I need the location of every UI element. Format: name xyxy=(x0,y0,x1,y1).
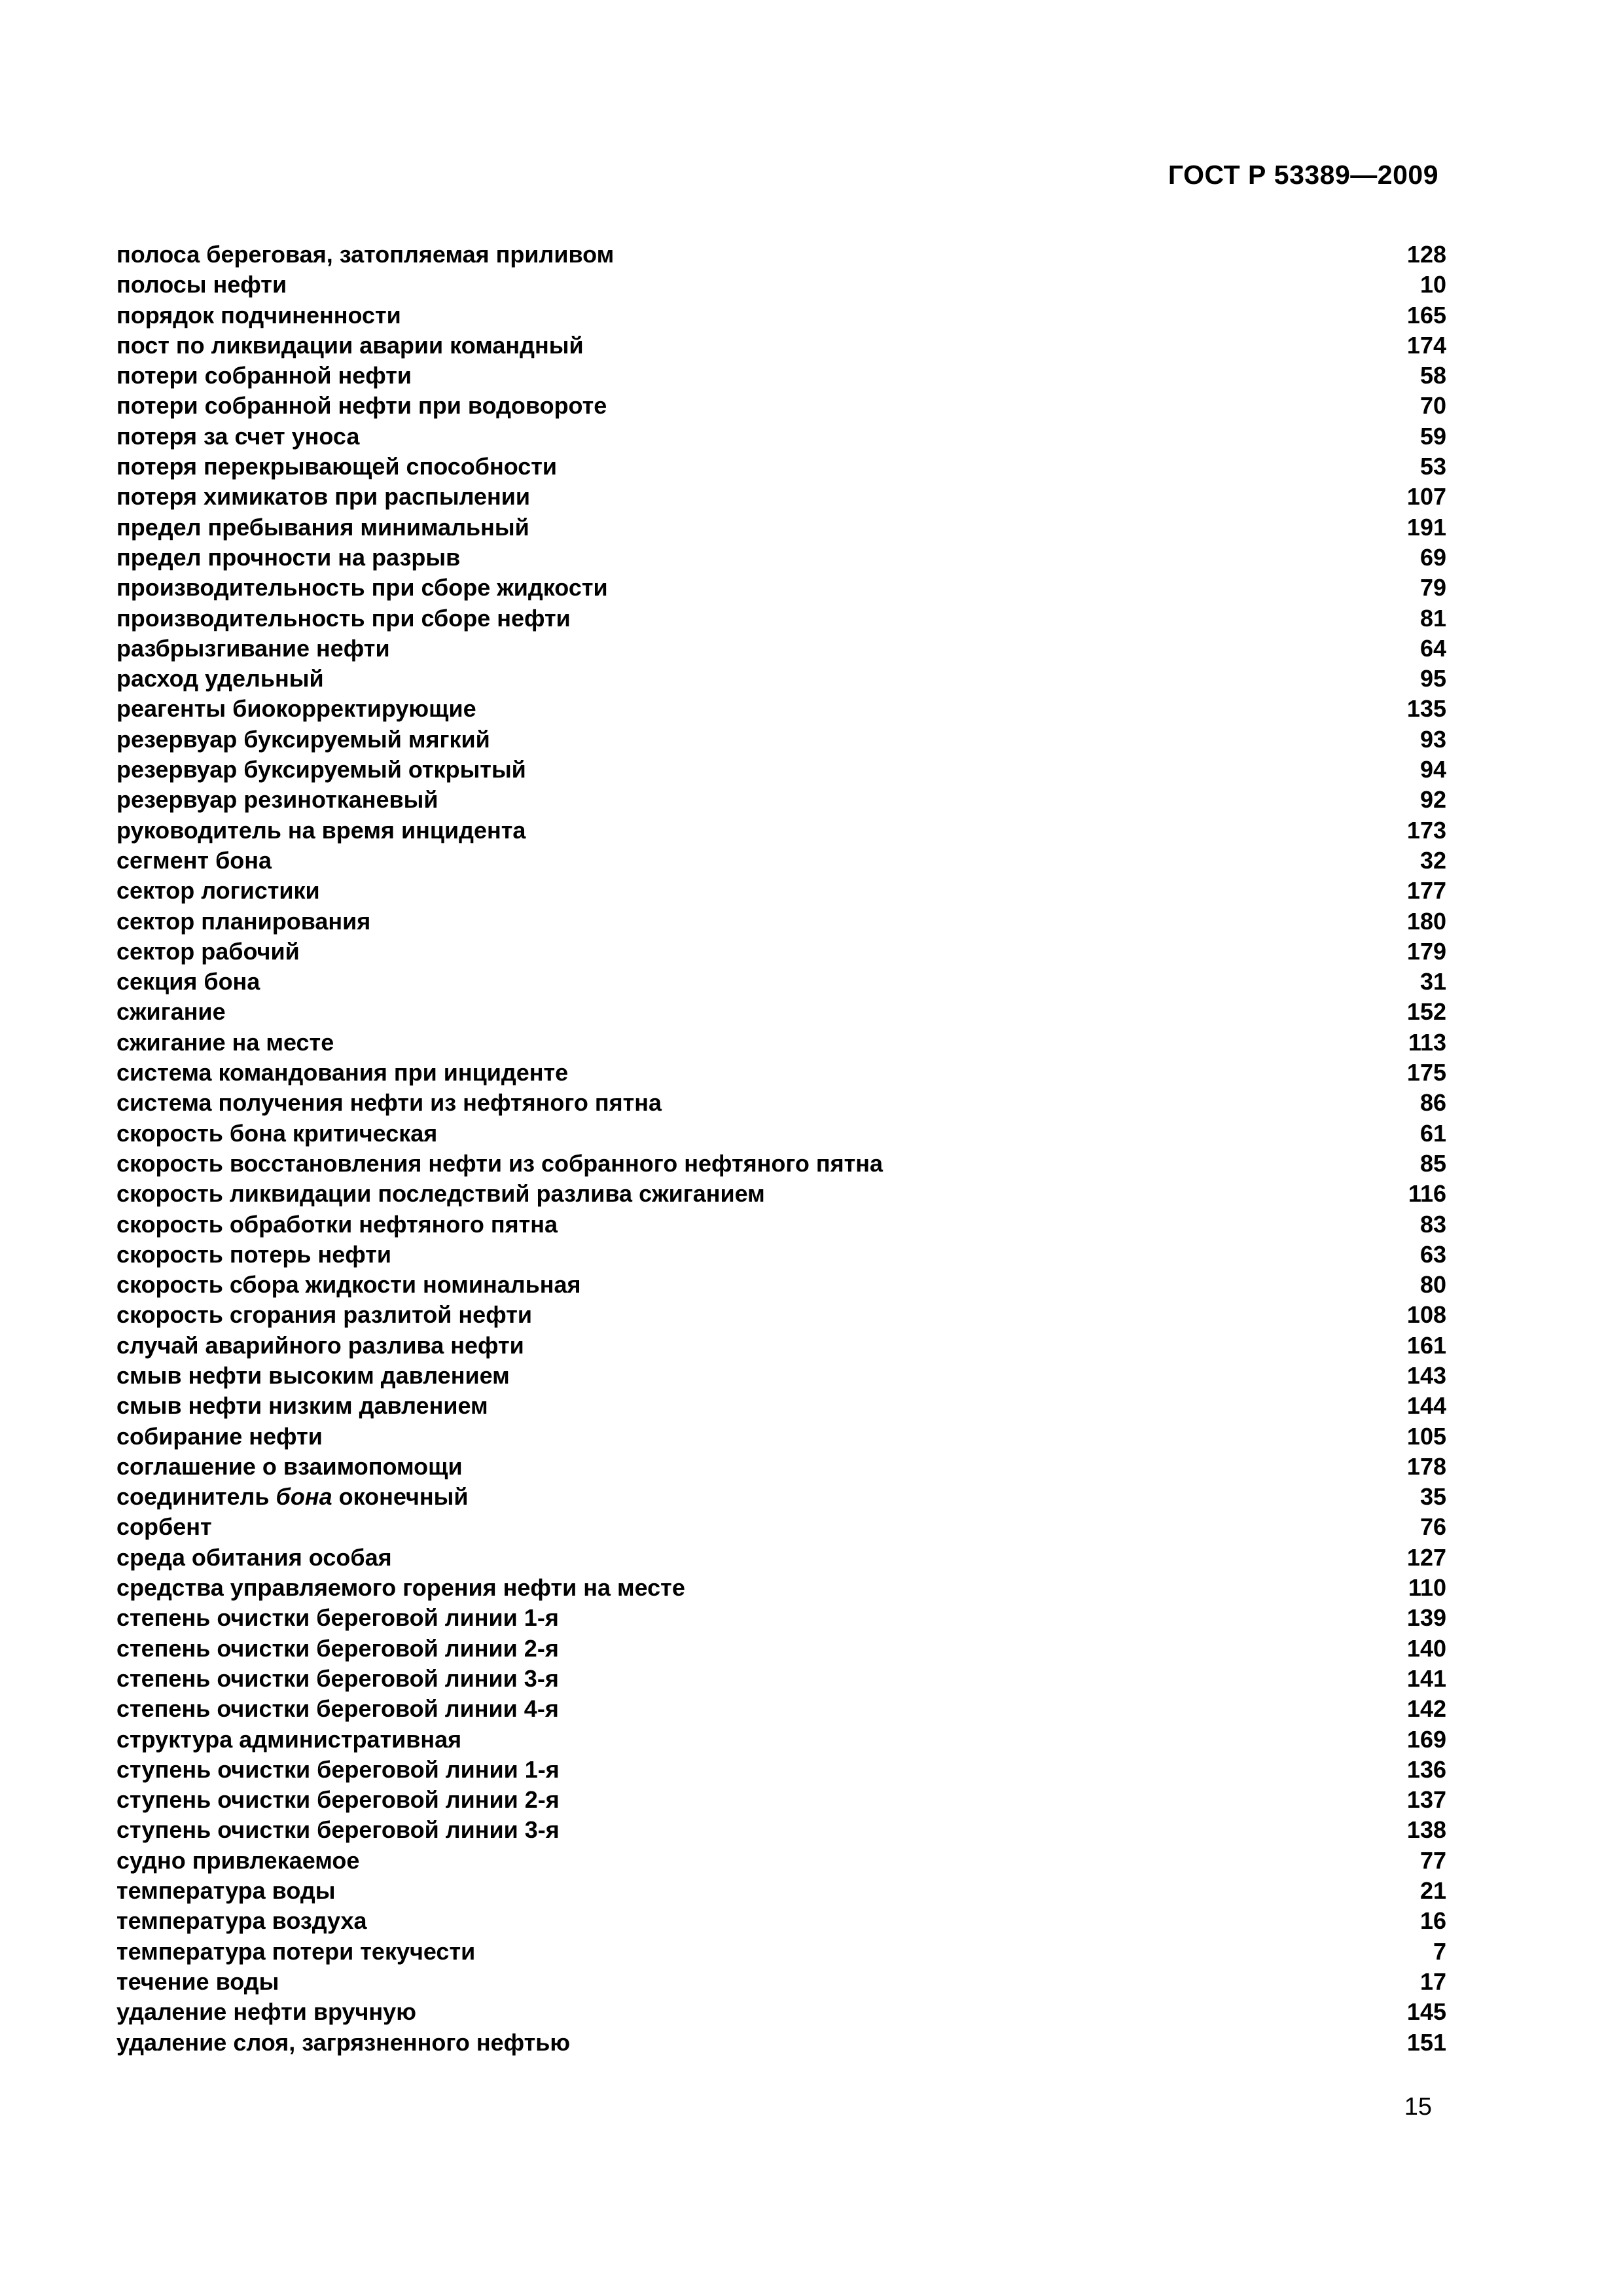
index-term: резервуар буксируемый мягкий xyxy=(116,725,490,753)
index-page-ref: 69 xyxy=(1419,543,1446,571)
index-page-ref: 142 xyxy=(1406,1695,1446,1723)
index-entry xyxy=(116,816,1446,846)
index-page-ref: 58 xyxy=(1419,362,1446,389)
index-entry xyxy=(116,755,1446,785)
index-page-ref: 80 xyxy=(1419,1271,1446,1299)
index-page-ref: 144 xyxy=(1406,1392,1446,1420)
index-page-ref: 16 xyxy=(1419,1907,1446,1935)
index-page-ref: 81 xyxy=(1419,604,1446,632)
index-term: предел прочности на разрыв xyxy=(116,543,461,571)
index-page-ref: 169 xyxy=(1406,1725,1446,1753)
index-entry xyxy=(116,1058,1446,1088)
index-term: сектор логистики xyxy=(116,877,320,905)
index-page-ref: 93 xyxy=(1419,725,1446,753)
index-entry xyxy=(116,664,1446,694)
index-term: скорость сгорания разлитой нефти xyxy=(116,1301,532,1329)
index-term: удаление нефти вручную xyxy=(116,1998,416,2026)
index-entry xyxy=(116,1028,1446,1058)
index-term: сегмент бона xyxy=(116,846,272,874)
index-page-ref: 177 xyxy=(1406,877,1446,905)
index-entry xyxy=(116,1482,1446,1512)
index-entry xyxy=(116,1876,1446,1906)
index-page-ref: 116 xyxy=(1408,1180,1446,1208)
index-term: разбрызгивание нефти xyxy=(116,634,390,662)
index-term: полосы нефти xyxy=(116,271,287,298)
index-entry xyxy=(116,603,1446,634)
index-term: средства управляемого горения нефти на месте xyxy=(116,1574,685,1602)
index-page-ref: 105 xyxy=(1406,1422,1446,1450)
index-term: порядок подчиненности xyxy=(116,301,401,329)
index-page-ref: 138 xyxy=(1406,1816,1446,1844)
index-term: температура потери текучести xyxy=(116,1937,476,1965)
index-entry xyxy=(116,482,1446,512)
index-page-ref: 128 xyxy=(1406,241,1446,268)
index-term: реагенты биокорректирующие xyxy=(116,695,476,723)
index-entry xyxy=(116,1210,1446,1240)
index-entry xyxy=(116,1573,1446,1603)
index-entry xyxy=(116,1755,1446,1785)
index-page-ref: 77 xyxy=(1419,1846,1446,1874)
index-term: судно привлекаемое xyxy=(116,1846,360,1874)
index-entry xyxy=(116,391,1446,421)
index-term: секция бона xyxy=(116,968,260,996)
index-page-ref: 7 xyxy=(1433,1937,1446,1965)
index-entry xyxy=(116,543,1446,573)
index-entry xyxy=(116,300,1446,331)
index-page-ref: 161 xyxy=(1406,1331,1446,1359)
index-page-ref: 79 xyxy=(1419,574,1446,601)
index-term: ступень очистки береговой линии 1-я xyxy=(116,1755,560,1783)
index-entry xyxy=(116,512,1446,543)
index-entry xyxy=(116,1967,1446,1997)
index-page-ref: 191 xyxy=(1406,513,1446,541)
index-entry xyxy=(116,1634,1446,1664)
index-term: резервуар резинотканевый xyxy=(116,786,438,814)
index-page-ref: 35 xyxy=(1419,1483,1446,1511)
index-page-ref: 136 xyxy=(1406,1755,1446,1783)
index-entry xyxy=(116,1452,1446,1482)
index-term: система получения нефти из нефтяного пятна xyxy=(116,1089,662,1117)
index-page-ref: 152 xyxy=(1406,998,1446,1026)
index-entry xyxy=(116,1270,1446,1300)
index-term: собирание нефти xyxy=(116,1422,323,1450)
index-page-ref: 151 xyxy=(1406,2028,1446,2056)
index-entry xyxy=(116,1088,1446,1118)
index-entry xyxy=(116,1664,1446,1694)
index-entry xyxy=(116,1785,1446,1815)
index-entry xyxy=(116,422,1446,452)
index-term: скорость восстановления нефти из собранного нефтяного пятна xyxy=(116,1149,883,1177)
index-page-ref: 108 xyxy=(1406,1301,1446,1329)
index-term: течение воды xyxy=(116,1967,279,1995)
index-term: степень очистки береговой линии 1-я xyxy=(116,1604,559,1632)
index-page-ref: 85 xyxy=(1419,1149,1446,1177)
index-entry xyxy=(116,1906,1446,1936)
index-page-ref: 107 xyxy=(1406,483,1446,511)
index-entry xyxy=(116,694,1446,724)
index-page-ref: 113 xyxy=(1408,1028,1446,1056)
index-term: производительность при сборе жидкости xyxy=(116,574,608,601)
index-entry xyxy=(116,2028,1446,2058)
index-term: сектор рабочий xyxy=(116,937,300,965)
index-term: соглашение о взаимопомощи xyxy=(116,1452,463,1480)
index-page-ref: 173 xyxy=(1406,816,1446,844)
index-page-ref: 83 xyxy=(1419,1210,1446,1238)
index-page-ref: 31 xyxy=(1419,968,1446,996)
index-term: потеря химикатов при распылении xyxy=(116,483,531,511)
index-entry xyxy=(116,997,1446,1027)
index-term: степень очистки береговой линии 2-я xyxy=(116,1634,559,1662)
index-term: скорость обработки нефтяного пятна xyxy=(116,1210,558,1238)
index-page-ref: 76 xyxy=(1419,1513,1446,1541)
index-term: руководитель на время инцидента xyxy=(116,816,526,844)
index-entry xyxy=(116,1815,1446,1845)
index-term: сжигание на месте xyxy=(116,1028,334,1056)
index-page-ref: 127 xyxy=(1406,1543,1446,1571)
index-term: скорость потерь нефти xyxy=(116,1240,392,1268)
index-entry xyxy=(116,573,1446,603)
index-entry xyxy=(116,1937,1446,1967)
index-entry xyxy=(116,1997,1446,2027)
index-page-ref: 86 xyxy=(1419,1089,1446,1117)
index-entry xyxy=(116,1391,1446,1421)
index-term: полоса береговая, затопляемая приливом xyxy=(116,241,615,268)
index-entry xyxy=(116,1300,1446,1330)
index-term: скорость ликвидации последствий разлива сжиганием xyxy=(116,1180,765,1208)
index-entry xyxy=(116,1603,1446,1633)
index-page-ref: 21 xyxy=(1419,1877,1446,1905)
index-term: степень очистки береговой линии 4-я xyxy=(116,1695,559,1723)
index-term: резервуар буксируемый открытый xyxy=(116,756,526,783)
index-entry xyxy=(116,634,1446,664)
index-entry xyxy=(116,876,1446,906)
index-entry xyxy=(116,1331,1446,1361)
index-entry xyxy=(116,240,1446,270)
index-page-ref: 143 xyxy=(1406,1361,1446,1389)
index-entry xyxy=(116,1149,1446,1179)
index-term: сжигание xyxy=(116,998,226,1026)
index-term: скорость сбора жидкости номинальная xyxy=(116,1271,581,1299)
index-page-ref: 135 xyxy=(1406,695,1446,723)
index-term: сектор планирования xyxy=(116,907,371,935)
index-page-ref: 141 xyxy=(1406,1664,1446,1692)
index-entry xyxy=(116,331,1446,361)
index-entry xyxy=(116,1179,1446,1209)
index-entry xyxy=(116,846,1446,876)
index-entry xyxy=(116,785,1446,815)
index-term: система командования при инциденте xyxy=(116,1059,569,1086)
index-page-ref: 140 xyxy=(1406,1634,1446,1662)
index-term: ступень очистки береговой линии 3-я xyxy=(116,1816,560,1844)
index-term: ступень очистки береговой линии 2-я xyxy=(116,1786,560,1814)
index-term: температура воздуха xyxy=(116,1907,367,1935)
index-page-ref: 17 xyxy=(1419,1967,1446,1995)
index-term: температура воды xyxy=(116,1877,336,1905)
index-entry xyxy=(116,937,1446,967)
index-term: структура административная xyxy=(116,1725,462,1753)
index-term: пост по ликвидации аварии командный xyxy=(116,331,584,359)
index-entry xyxy=(116,1422,1446,1452)
index-page-ref: 137 xyxy=(1406,1786,1446,1814)
index-page-ref: 179 xyxy=(1406,937,1446,965)
index-term: сорбент xyxy=(116,1513,212,1541)
index-entry xyxy=(116,452,1446,482)
index-entry xyxy=(116,1361,1446,1391)
index-term: скорость бона критическая xyxy=(116,1119,438,1147)
index-term: соединитель бона оконечный xyxy=(116,1483,469,1511)
index-entry xyxy=(116,725,1446,755)
index-page-ref: 61 xyxy=(1419,1119,1446,1147)
index-page-ref: 174 xyxy=(1406,331,1446,359)
index-page-ref: 95 xyxy=(1419,665,1446,692)
index-term: потери собранной нефти при водовороте xyxy=(116,392,607,420)
index-term: степень очистки береговой линии 3-я xyxy=(116,1664,559,1692)
index-entry xyxy=(116,1119,1446,1149)
index-term: смыв нефти высоким давлением xyxy=(116,1361,510,1389)
index-term: удаление слоя, загрязненного нефтью xyxy=(116,2028,571,2056)
index-entry xyxy=(116,1846,1446,1876)
index-entry xyxy=(116,1543,1446,1573)
index-entry xyxy=(116,1694,1446,1724)
index-page-ref: 64 xyxy=(1419,634,1446,662)
index-page-ref: 70 xyxy=(1419,392,1446,420)
index-page-ref: 53 xyxy=(1419,453,1446,480)
index-page-ref: 180 xyxy=(1406,907,1446,935)
page-number: 15 xyxy=(1404,2093,1432,2121)
index-term: потери собранной нефти xyxy=(116,362,412,389)
index-page-ref: 165 xyxy=(1406,301,1446,329)
index-term: предел пребывания минимальный xyxy=(116,513,529,541)
index-term: потеря за счет уноса xyxy=(116,422,360,450)
index-term: смыв нефти низким давлением xyxy=(116,1392,488,1420)
index-entry xyxy=(116,906,1446,937)
index-entry xyxy=(116,361,1446,391)
index-page-ref: 178 xyxy=(1406,1452,1446,1480)
index-entry xyxy=(116,270,1446,300)
index-entry xyxy=(116,1240,1446,1270)
index-page-ref: 10 xyxy=(1419,271,1446,298)
index-page-ref: 110 xyxy=(1408,1574,1446,1602)
alphabetical-index-list xyxy=(116,240,1446,2058)
index-page-ref: 139 xyxy=(1406,1604,1446,1632)
index-term: производительность при сборе нефти xyxy=(116,604,571,632)
index-term: случай аварийного разлива нефти xyxy=(116,1331,524,1359)
index-entry xyxy=(116,1512,1446,1542)
index-term: расход удельный xyxy=(116,665,324,692)
index-page-ref: 92 xyxy=(1419,786,1446,814)
index-term: потеря перекрывающей способности xyxy=(116,453,558,480)
index-page-ref: 175 xyxy=(1406,1059,1446,1086)
index-page-ref: 63 xyxy=(1419,1240,1446,1268)
index-page-ref: 94 xyxy=(1419,756,1446,783)
index-entry xyxy=(116,967,1446,997)
index-page-ref: 145 xyxy=(1406,1998,1446,2026)
index-term: среда обитания особая xyxy=(116,1543,392,1571)
document-code-header: ГОСТ Р 53389—2009 xyxy=(1168,160,1438,190)
index-entry xyxy=(116,1725,1446,1755)
index-page-ref: 59 xyxy=(1419,422,1446,450)
index-page-ref: 32 xyxy=(1419,846,1446,874)
